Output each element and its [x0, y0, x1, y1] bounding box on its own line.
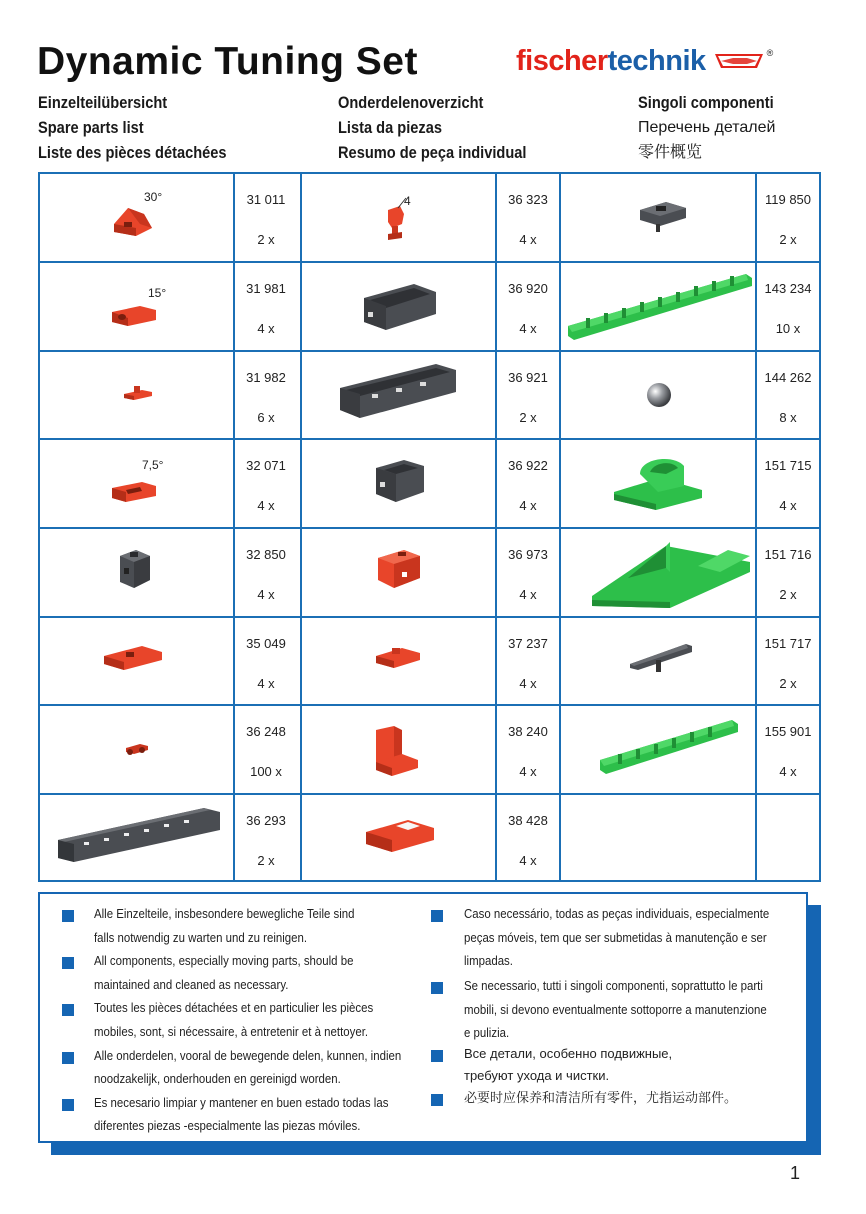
part-number: 143 234 — [764, 281, 812, 296]
part-number: 144 262 — [764, 370, 812, 385]
header-pt: Resumo de peça individual — [338, 143, 527, 162]
part-number: 119 850 — [764, 192, 812, 207]
part-number: 38 240 — [508, 724, 548, 739]
part-number: 36 973 — [508, 547, 548, 562]
header-it: Singoli componenti — [638, 93, 774, 112]
part-quantity: 4 x — [519, 676, 537, 691]
note-line: Caso necessário, todas as peças individuais, especialmente — [464, 906, 770, 921]
part-37237-icon — [374, 642, 424, 672]
part-35049-icon — [102, 640, 166, 674]
part-quantity: 2 x — [779, 587, 797, 602]
header-nl: Onderdelenoverzicht — [338, 93, 484, 112]
bullet-icon — [62, 1004, 74, 1016]
bullet-icon — [431, 910, 443, 922]
fischertechnik-logo — [516, 44, 773, 78]
part-number: 32 850 — [246, 547, 286, 562]
bullet-icon — [62, 957, 74, 969]
part-number: 37 237 — [508, 636, 548, 651]
part-quantity: 4 x — [257, 587, 275, 602]
logo-text-fischer: fischer — [516, 44, 608, 77]
part-quantity: 2 x — [779, 232, 797, 247]
part-quantity: 8 x — [779, 410, 797, 425]
header-en: Spare parts list — [38, 118, 144, 137]
part-number: 36 922 — [508, 458, 548, 473]
part-quantity: 4 x — [257, 676, 275, 691]
part-quantity: 4 x — [519, 321, 537, 336]
part-38240-icon — [372, 722, 422, 778]
part-quantity: 100 x — [250, 764, 282, 779]
header-de: Einzelteilübersicht — [38, 93, 168, 112]
part-32071-icon — [110, 478, 160, 506]
part-151716-icon — [588, 534, 754, 614]
note-line: mobiles, sont, si nécessaire, à entretenir et à nettoyer. — [94, 1024, 369, 1039]
note-line: Alle Einzelteile, insbesondere bewegliche Teile sind — [94, 906, 355, 921]
part-quantity: 4 x — [519, 587, 537, 602]
part-number: 35 049 — [246, 636, 286, 651]
part-32850-icon — [114, 546, 154, 592]
part-number: 36 293 — [246, 813, 286, 828]
part-quantity: 6 x — [257, 410, 275, 425]
bullet-icon — [62, 1099, 74, 1111]
part-quantity: 4 x — [519, 498, 537, 513]
part-number: 32 071 — [246, 458, 286, 473]
note-line: limpadas. — [464, 953, 513, 968]
bullet-icon — [431, 982, 443, 994]
part-36293-icon — [54, 804, 224, 868]
header-zh: 零件概览 — [638, 144, 703, 161]
part-143234-icon — [564, 268, 756, 346]
part-quantity: 4 x — [519, 853, 537, 868]
part-number: 31 982 — [246, 370, 286, 385]
page-title: Dynamic Tuning Set — [37, 40, 418, 83]
part-36920-icon — [360, 278, 440, 338]
note-line: maintained and cleaned as necessary. — [94, 976, 289, 992]
logo-text-technik: technik — [607, 44, 706, 77]
header-col-1 — [38, 90, 257, 165]
part-number: 38 428 — [508, 813, 548, 828]
note-line: falls notwendig zu warten und zu reinigen. — [94, 929, 308, 945]
part-quantity: 10 x — [775, 321, 801, 336]
part-36973-icon — [374, 546, 424, 592]
part-quantity: 2 x — [257, 232, 275, 247]
part-151715-icon — [610, 452, 706, 514]
part-quantity: 4 x — [779, 764, 797, 779]
part-151717-icon — [626, 638, 696, 678]
part-number: 31 981 — [246, 281, 286, 296]
note-line: e pulizia. — [464, 1025, 510, 1040]
note-line: Toutes les pièces détachées et en particulier les pièces — [94, 1000, 374, 1016]
bullet-icon — [62, 1052, 74, 1064]
note-line: noodzakelijk, onderhouden en gereinigd worden. — [94, 1071, 341, 1087]
part-quantity: 4 x — [519, 232, 537, 247]
header-ru: Перечень деталей — [638, 119, 776, 136]
part-119850-icon — [636, 194, 690, 238]
part-38428-icon — [362, 814, 438, 858]
header-col-3 — [638, 90, 796, 165]
note-line: diferentes piezas -especialmente las piezas móviles. — [94, 1118, 361, 1134]
part-number: 151 717 — [764, 636, 812, 651]
part-number: 151 716 — [764, 547, 812, 562]
part-angle-annotation: 15° — [148, 286, 167, 300]
part-36248-icon — [122, 740, 152, 758]
note-line: Alle onderdelen, vooral de bewegende delen, kunnen, indien — [94, 1047, 402, 1063]
note-line: Все детали, особенно подвижные, — [464, 1046, 673, 1061]
note-line: Es necesario limpiar y mantener en buen estado todas las — [94, 1094, 389, 1110]
part-number: 31 011 — [246, 192, 286, 207]
part-angle-annotation: 7,5° — [142, 458, 164, 472]
note-line: mobili, si devono eventualmente sottoporre a manutenzione — [464, 1001, 767, 1017]
note-line: 必要时应保养和清洁所有零件，尤指运动部件。 — [464, 1090, 738, 1105]
page-number: 1 — [790, 1163, 801, 1183]
header-col-2 — [338, 90, 557, 165]
part-36921-icon — [336, 360, 460, 424]
part-quantity: 4 x — [257, 498, 275, 513]
part-quantity: 4 x — [779, 498, 797, 513]
part-quantity: 2 x — [519, 410, 537, 425]
part-31011-icon — [110, 202, 158, 240]
part-angle-annotation: 30° — [144, 190, 163, 204]
maintenance-notes — [38, 892, 808, 1143]
registered-mark: ® — [766, 48, 774, 58]
note-line: Se necessario, tutti i singoli componenti, soprattutto le parti — [464, 978, 763, 993]
part-31982-icon — [122, 382, 154, 404]
logo-badge-icon — [713, 51, 765, 71]
part-144262-icon — [644, 380, 674, 410]
note-line: All components, especially moving parts, should be — [94, 953, 354, 969]
bullet-icon — [62, 910, 74, 922]
part-155901-icon — [596, 714, 742, 778]
part-quantity: 4 x — [257, 321, 275, 336]
note-line: требуют ухода и чистки. — [464, 1068, 610, 1083]
header-es: Lista da piezas — [338, 118, 443, 137]
part-31981-icon — [110, 300, 160, 332]
part-quantity: 4 x — [519, 764, 537, 779]
header-fr: Liste des pièces détachées — [38, 143, 227, 162]
part-number: 36 323 — [508, 192, 548, 207]
part-number: 36 921 — [508, 370, 548, 385]
part-number: 36 248 — [246, 724, 286, 739]
parts-grid — [38, 172, 821, 882]
part-number: 151 715 — [764, 458, 812, 473]
part-number: 155 901 — [764, 724, 812, 739]
part-36922-icon — [372, 454, 428, 510]
part-angle-annotation: 4 — [404, 194, 411, 208]
part-quantity: 2 x — [779, 676, 797, 691]
note-line: peças móveis, tem que ser submetidas à manutenção e ser — [464, 929, 767, 945]
bullet-icon — [431, 1094, 443, 1106]
bullet-icon — [431, 1050, 443, 1062]
part-quantity: 2 x — [257, 853, 275, 868]
part-number: 36 920 — [508, 281, 548, 296]
